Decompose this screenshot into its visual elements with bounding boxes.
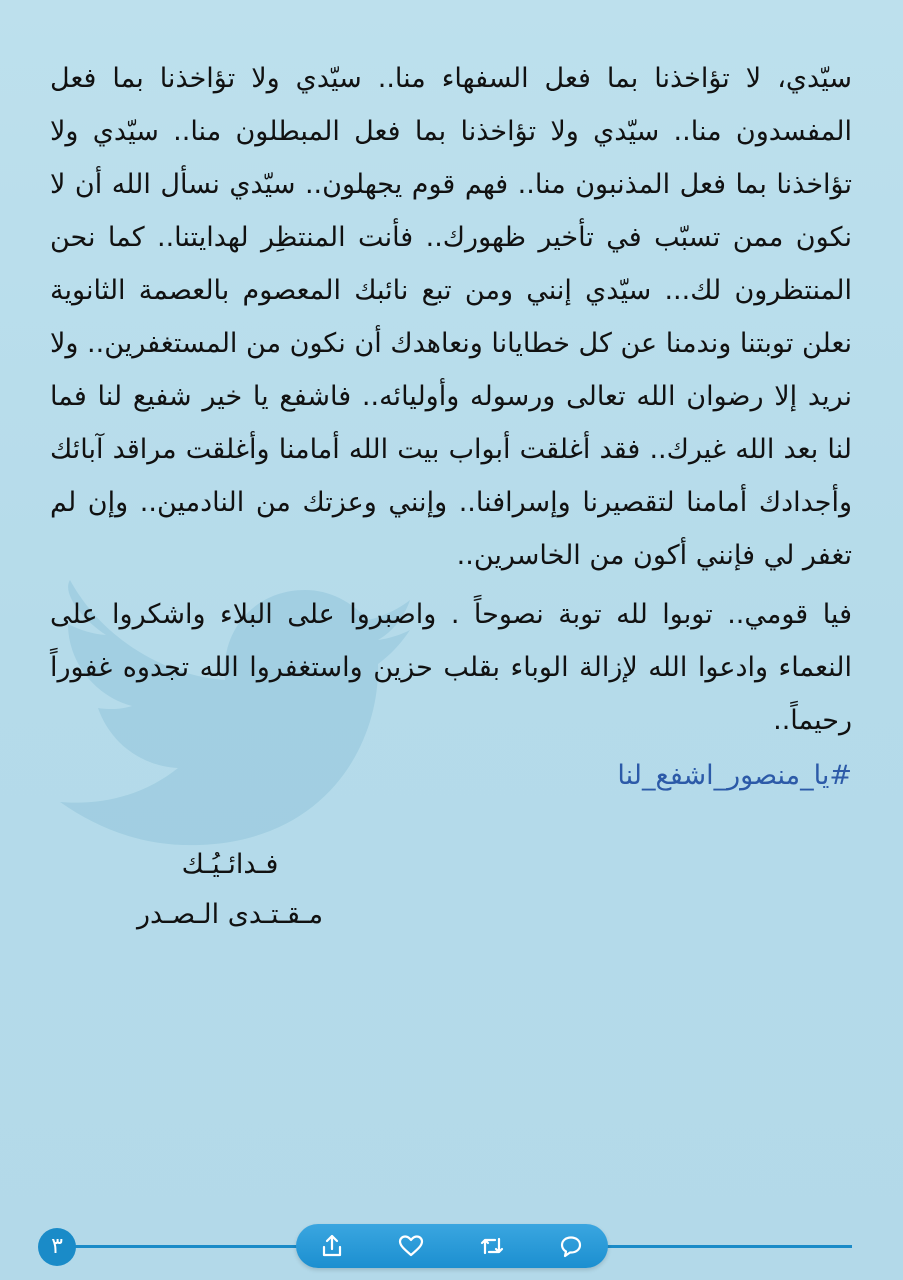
tweet-action-toolbar <box>296 1224 608 1268</box>
heart-icon <box>397 1232 425 1260</box>
share-icon <box>318 1232 346 1260</box>
reply-button[interactable] <box>557 1232 585 1260</box>
retweet-icon <box>478 1232 506 1260</box>
message-paragraph-1: سيّدي، لا تؤاخذنا بما فعل السفهاء منا.. سيّدي ولا تؤاخذنا بما فعل المفسدون منا.. سيّدي ولا تؤاخذنا بما فعل المبطلون منا.. سيّدي ولا تؤاخذنا بما فعل المذنبون منا.. فهم قوم يجهلون.. سيّدي نسأل الله أن لا نكون ممن تسبّب في تأخير ظهورك.. فأنت المنتظِر لهدايتنا.. كما نحن المنتظرون لك... سيّدي إنني ومن تبع نائبك المعصوم بالعصمة الثانوية نعلن توبتنا وندمنا عن كل خطايانا ونعاهدك أن نكون من المستغفرين.. ولا نريد إلا رضوان الله تعالى ورسوله وأوليائه.. فاشفع يا خير شفيع لنا فما لنا بعد الله غيرك.. فقد أغلقت أبواب بيت الله أمامنا وأغلقت مراقد آبائك وأجدادك أمامنا لتقصيرنا وإسرافنا.. وإنني وعزتك من النادمين.. وإن لم تغفر لي فإنني أكون من الخاسرين.. <box>50 63 852 571</box>
like-button[interactable] <box>397 1232 425 1260</box>
hashtag-link[interactable]: #يا_منصور_اشفع_لنا <box>617 760 852 791</box>
signature-line-2: مـقـتـدى الـصـدر <box>136 899 324 930</box>
message-body <box>50 52 852 802</box>
page-number-badge: ٣ <box>38 1228 76 1266</box>
message-paragraph-2: فيا قومي.. توبوا لله توبة نصوحاً . واصبروا على البلاء واشكروا على النعماء وادعوا الله لإزالة الوباء بقلب حزين واستغفروا الله تجدوه غفوراً رحيماً.. <box>50 599 852 736</box>
reply-icon <box>557 1232 585 1260</box>
share-button[interactable] <box>318 1232 346 1260</box>
signature-line-1: فـدائـيُـك <box>181 849 279 880</box>
retweet-button[interactable] <box>478 1232 506 1260</box>
signature <box>120 840 340 940</box>
